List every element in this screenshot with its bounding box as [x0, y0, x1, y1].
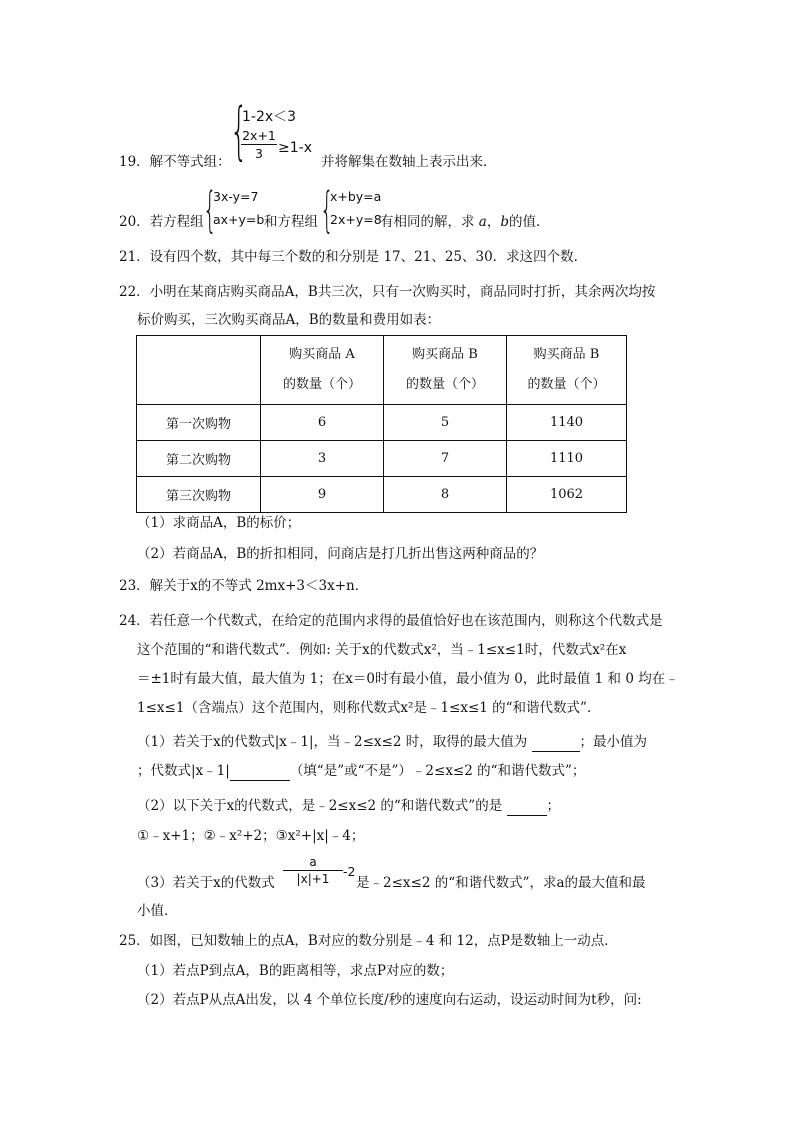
- q20-prefix: 20．若方程组: [119, 214, 204, 230]
- q24-sub1-line: [137, 733, 647, 752]
- q24-sub2-line: [137, 797, 560, 816]
- q19-fraction: [241, 128, 277, 161]
- q20-sys1-line2: ax+y=b: [213, 212, 265, 227]
- q24-sub1-c: ；代数式|x﹣1|: [137, 763, 230, 779]
- q24-sub1-line2: [137, 762, 585, 781]
- header-line: 的数量（个）: [282, 377, 361, 392]
- table-cell: 1062: [507, 477, 627, 513]
- table-cell: 3: [261, 441, 384, 477]
- q22-sub2: （2）若商品A，B的折扣相同，问商店是打几折出售这两种商品的？: [137, 546, 544, 562]
- q20-suffix: [380, 213, 550, 231]
- q20-sys2-line2: 2x+y=8: [330, 212, 382, 227]
- table-cell: 1110: [507, 441, 627, 477]
- q20-comma: ，: [486, 214, 501, 230]
- q24-sub2-end: ；: [546, 798, 561, 814]
- table-row: [137, 477, 627, 513]
- table-row: [137, 405, 627, 441]
- table-row: [137, 441, 627, 477]
- q24-line1: 24．若任意一个代数式，在给定的范围内求得的最值恰好也在该范围内，则称这个代数式是: [119, 613, 663, 629]
- purchase-table: [136, 335, 627, 513]
- q24-sub1-b: ；最小值为: [579, 734, 648, 750]
- q19-ineq1: 1-2x＜3: [242, 109, 297, 125]
- header-line: 的数量（个）: [405, 377, 484, 392]
- q24-sub3-post: 是﹣2≤x≤2 的“和谐代数式”，求a的最大值和最: [356, 875, 646, 891]
- q24-line2: 这个范围的“和谐代数式”．例如: 关于x的代数式x²，当﹣1≤x≤1时，代数式x²在x: [137, 642, 627, 658]
- q25-sub2: （2）若点P从点A出发，以 4 个单位长度/秒的速度向右运动，设运动时间为t秒，问:: [137, 992, 642, 1008]
- q24-frac-bar: [283, 870, 343, 871]
- table-header-cell: [261, 336, 384, 405]
- q24-sub1-d: （填“是”或“不是”）﹣2≤x≤2 的“和谐代数式”；: [289, 763, 586, 779]
- answer-blank: [507, 797, 547, 816]
- table-cell: 6: [261, 405, 384, 441]
- q19-brace: {: [230, 94, 248, 167]
- q24-sub3-pre: （3）若关于x的代数式: [137, 875, 275, 891]
- q19-frac-num: 2x+1: [242, 128, 276, 143]
- table-header-cell: [137, 336, 261, 405]
- q20-middle: 和方程组: [264, 214, 318, 230]
- table-cell: 5: [384, 405, 507, 441]
- q20-sys2-line1: x+by=a: [330, 189, 382, 204]
- q19-prefix: 19．解不等式组：: [119, 154, 231, 170]
- q19-frac-bar: [241, 144, 277, 145]
- q24-frac-num: a: [309, 855, 317, 869]
- q20-var-b: b: [500, 214, 510, 230]
- q24-line4: 1≤x≤1（含端点）这个范围内，则称代数式x²是﹣1≤x≤1 的“和谐代数式”．: [137, 700, 601, 716]
- table-cell: 1140: [507, 405, 627, 441]
- q24-line3: ＝±1时有最大值，最大值为 1；在x＝0时有最小值，最小值为 0，此时最值 1 和 0 均在﹣: [137, 671, 679, 687]
- table-header-cell: [384, 336, 507, 405]
- q20-brace-1: {: [203, 182, 217, 238]
- table-cell: 8: [384, 477, 507, 513]
- q19-suffix: 并将解集在数轴上表示出来．: [321, 154, 497, 170]
- q20-sys1-line1: 3x-y=7: [213, 189, 259, 204]
- q22-sub1: （1）求商品A，B的标价；: [137, 515, 301, 531]
- q25-sub1: （1）若点P到点A，B的距离相等，求点P对应的数；: [137, 963, 454, 979]
- q21-text: 21．设有四个数，其中每三个数的和分别是 17、21、25、30．求这四个数．: [119, 249, 588, 265]
- table-header-row: [137, 336, 627, 405]
- table-cell: 第一次购物: [137, 405, 261, 441]
- table-cell: 7: [384, 441, 507, 477]
- q19-ineq2: ≥1-x: [278, 140, 312, 156]
- answer-blank: [230, 762, 290, 781]
- q20-suffix-post: 的值．: [509, 214, 550, 230]
- header-line: 购买商品 A: [289, 347, 355, 362]
- q24-sub1-a: （1）若关于x的代数式|x﹣1|，当﹣2≤x≤2 时，取得的最大值为: [137, 734, 528, 750]
- q22-line2: 标价购买，三次购买商品A，B的数量和费用如表：: [137, 312, 441, 328]
- header-line: 的数量（个）: [527, 377, 606, 392]
- q25-line1: 25．如图，已知数轴上的点A，B对应的数分别是﹣4 和 12，点P是数轴上一动点．: [119, 933, 618, 949]
- q19-frac-den: 3: [255, 146, 263, 161]
- q24-options: ①﹣x+1；②﹣x²+2；③x²+|x|﹣4；: [137, 828, 365, 844]
- q20-suffix-pre: 有相同的解，求: [380, 214, 475, 230]
- table-cell: 9: [261, 477, 384, 513]
- table-header-cell: [507, 336, 627, 405]
- q24-frac-tail: -2: [343, 864, 356, 879]
- answer-blank: [532, 733, 580, 752]
- q20-brace-2: {: [320, 182, 334, 238]
- q24-sub2: （2）以下关于x的代数式，是﹣2≤x≤2 的“和谐代数式”的是: [137, 798, 503, 814]
- table-cell: 第二次购物: [137, 441, 261, 477]
- table-cell: 第三次购物: [137, 477, 261, 513]
- q24-fraction: [283, 855, 343, 886]
- q20-var-a: a: [478, 214, 487, 230]
- header-line: 购买商品 B: [412, 347, 478, 362]
- header-line: 购买商品 B: [533, 347, 600, 362]
- q22-line1: 22．小明在某商店购买商品A，B共三次，只有一次购买时，商品同时打折，其余两次均按: [119, 284, 656, 300]
- q23-text: 23．解关于x的不等式 2mx+3＜3x+n．: [119, 578, 369, 594]
- q24-sub3-line2: 小值．: [137, 903, 178, 919]
- q24-frac-den: |x|+1: [296, 872, 330, 886]
